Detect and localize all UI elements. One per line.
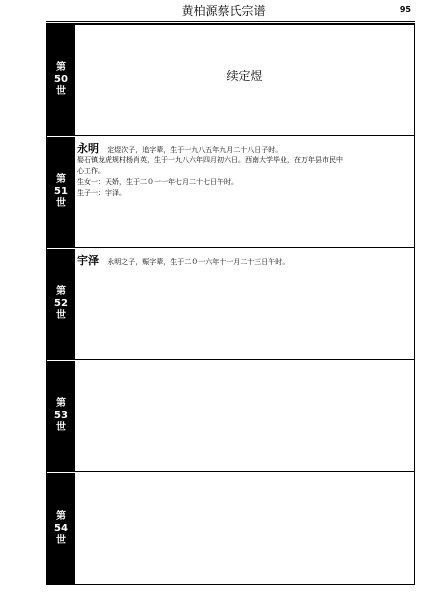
generation-label-54 <box>47 473 75 584</box>
generation-label-51 <box>47 137 75 247</box>
generation-label-suffix: 世 <box>56 310 66 321</box>
generation-label-prefix: 第 <box>56 510 66 522</box>
generation-row-50 <box>47 25 414 136</box>
generation-label-number: 50 <box>54 74 68 85</box>
person-entry-header <box>77 140 282 156</box>
genealogy-table <box>46 24 415 585</box>
bio-line: 生女一：天娇，生于二０一一年七月二十七日午时。 <box>77 178 238 186</box>
generation-label-50 <box>47 25 75 135</box>
generation-label-number: 53 <box>54 410 68 421</box>
generation-content-50 <box>77 25 412 135</box>
generation-row-52 <box>47 249 414 360</box>
generation-label-suffix: 世 <box>56 86 66 97</box>
generation-label-suffix: 世 <box>56 422 66 433</box>
generation-row-54 <box>47 473 414 584</box>
person-name: 永明 <box>77 142 99 155</box>
generation-label-prefix: 第 <box>56 174 66 185</box>
person-name: 宇泽 <box>77 254 99 267</box>
continued-name: 续定煜 <box>226 69 263 83</box>
generation-label-number: 52 <box>54 298 68 309</box>
generation-label-number: 51 <box>54 186 68 197</box>
person-bio-first-line: 永明之子，赈字辈，生于二０一六年十一月二十三日午时。 <box>107 258 290 266</box>
bio-line: 心工作。 <box>77 167 105 175</box>
generation-row-51 <box>47 137 414 248</box>
generation-row-53 <box>47 361 414 472</box>
header-rule-top <box>46 21 415 22</box>
generation-label-prefix: 第 <box>56 286 66 297</box>
person-bio-paragraph <box>77 155 413 199</box>
page-number: 95 <box>399 5 411 14</box>
person-bio-first-line: 定煜次子，追字辈，生于一九八五年九月二十八日子时。 <box>107 146 283 154</box>
generation-label-52 <box>47 249 75 359</box>
generation-label-53 <box>47 361 75 471</box>
generation-content-53 <box>77 361 412 471</box>
bio-line: 娶石镇龙虎规村杨肖英，生于一九八六年四月初六日。西南大学毕业，在万年县市民中 <box>77 156 343 164</box>
generation-label-suffix: 世 <box>56 198 66 209</box>
generation-label-number: 54 <box>54 522 68 534</box>
page-header-title: 黄柏源蔡氏宗谱 <box>181 4 266 18</box>
bio-line: 生子一：宇泽。 <box>77 189 126 197</box>
generation-label-prefix: 第 <box>56 398 66 409</box>
generation-label-suffix: 世 <box>56 534 66 546</box>
generation-content-51 <box>77 137 412 247</box>
person-entry-header <box>77 252 289 268</box>
generation-label-prefix: 第 <box>56 62 66 73</box>
generation-content-54 <box>77 473 412 584</box>
generation-content-52 <box>77 249 412 359</box>
